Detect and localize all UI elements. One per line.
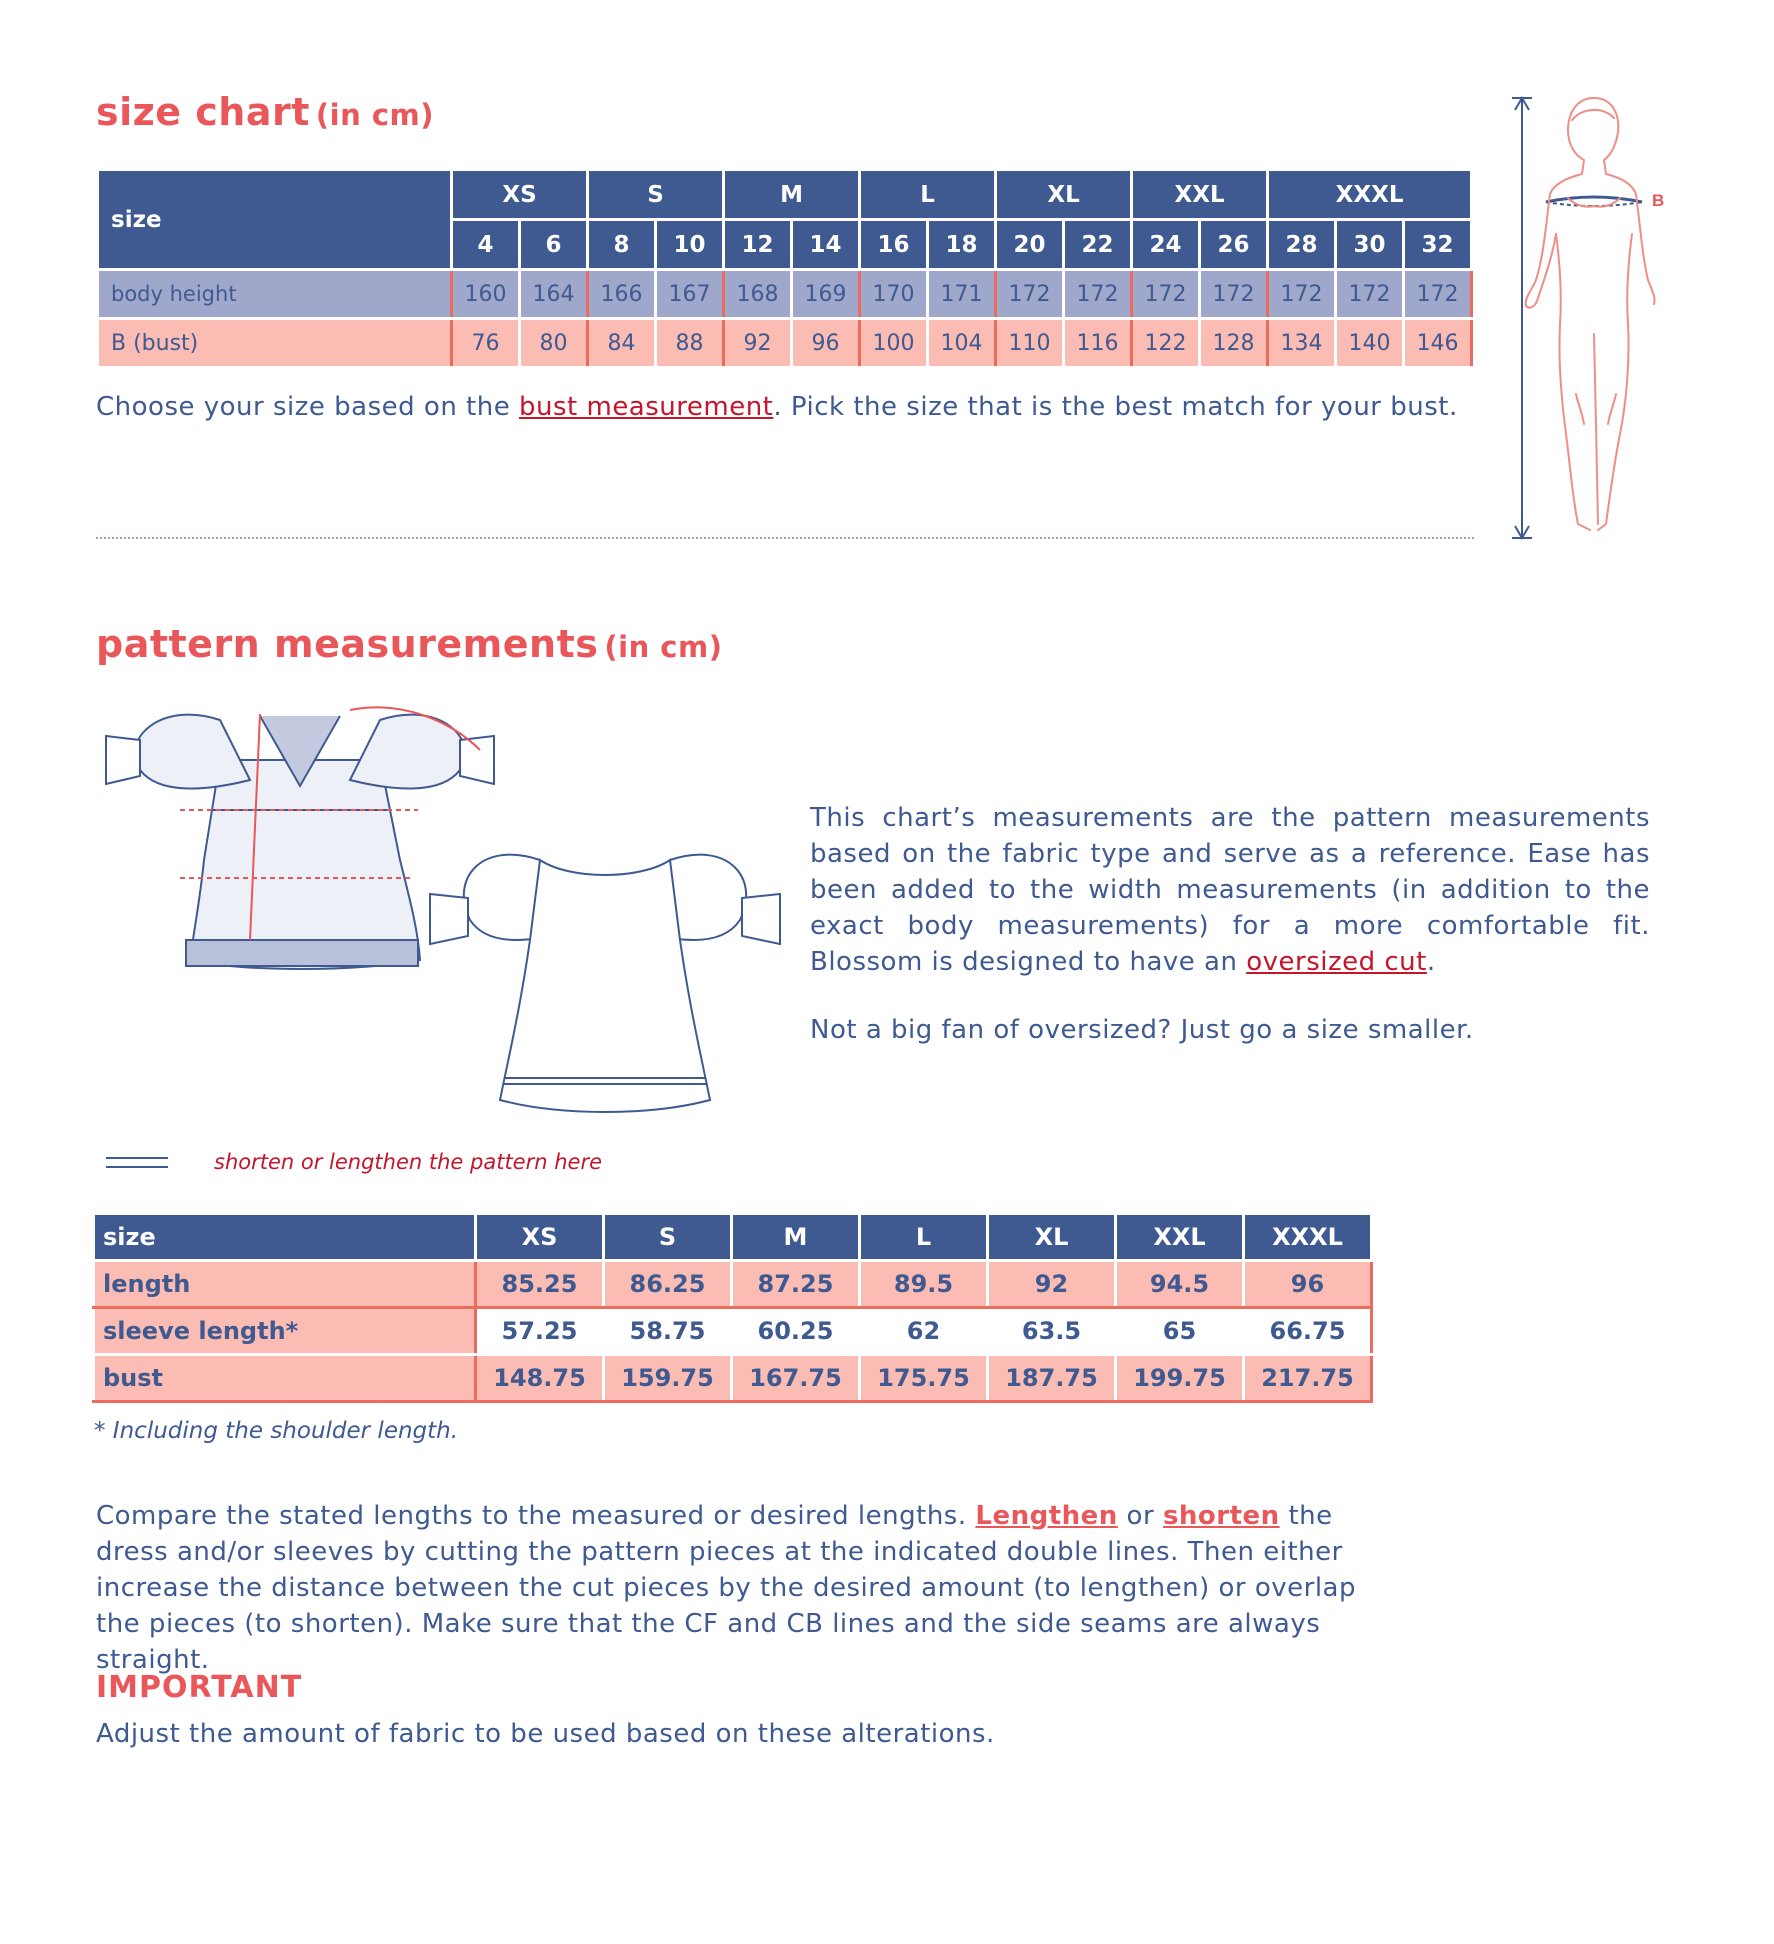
pattern-description (810, 800, 1650, 980)
bust-cell: 96 (792, 319, 860, 368)
row-label-length: length (94, 1261, 476, 1308)
important-heading: IMPORTANT (96, 1670, 303, 1705)
sleeve-length-cell: 66.75 (1244, 1308, 1372, 1355)
size-chart-note (96, 389, 1516, 425)
pattern-table-header (94, 1214, 1372, 1261)
pattern-bust-cell: 159.75 (604, 1355, 732, 1402)
pattern-size-header: S (604, 1214, 732, 1261)
bust-cell: 116 (1064, 319, 1132, 368)
bust-measurement-link[interactable]: bust measurement (519, 392, 774, 422)
pattern-oversized-tip: Not a big fan of oversized? Just go a size smaller. (810, 1015, 1474, 1045)
footnote: * Including the shoulder length. (94, 1418, 459, 1444)
bust-cell: 134 (1268, 319, 1336, 368)
size-chart-table (96, 168, 1473, 369)
length-row (94, 1261, 1372, 1308)
oversized-cut-link[interactable]: oversized cut (1246, 947, 1427, 977)
body-height-cell: 160 (452, 270, 520, 319)
pattern-bust-row (94, 1355, 1372, 1402)
pattern-measurements-title (96, 622, 722, 666)
body-height-cell: 172 (1336, 270, 1404, 319)
body-height-cell: 172 (1404, 270, 1472, 319)
sleeve-length-cell: 65 (1116, 1308, 1244, 1355)
size-group-xs: XS (452, 170, 588, 220)
bust-cell: 76 (452, 319, 520, 368)
bust-cell: 84 (588, 319, 656, 368)
legend-text: shorten or lengthen the pattern here (214, 1150, 602, 1174)
length-cell: 86.25 (604, 1261, 732, 1308)
size-number: 30 (1336, 220, 1404, 270)
size-number: 16 (860, 220, 928, 270)
body-height-cell: 172 (1132, 270, 1200, 319)
size-chart-unit: (in cm) (315, 98, 434, 132)
pattern-size-header: XS (476, 1214, 604, 1261)
size-number: 22 (1064, 220, 1132, 270)
body-height-cell: 172 (1064, 270, 1132, 319)
shorten-link[interactable]: shorten (1162, 1501, 1280, 1531)
size-number: 6 (520, 220, 588, 270)
note-text: Choose your size based on the (96, 392, 519, 422)
sleeve-length-cell: 62 (860, 1308, 988, 1355)
body-height-row (98, 270, 1472, 319)
body-height-cell: 172 (996, 270, 1064, 319)
garment-back-illustration (420, 840, 790, 1130)
compare-text: Compare the stated lengths to the measured or desired lengths. (96, 1501, 976, 1531)
size-number: 4 (452, 220, 520, 270)
length-cell: 87.25 (732, 1261, 860, 1308)
size-number: 12 (724, 220, 792, 270)
size-group-s: S (588, 170, 724, 220)
size-number: 14 (792, 220, 860, 270)
pattern-header-label: size (94, 1214, 476, 1261)
length-cell: 92 (988, 1261, 1116, 1308)
pattern-description-text: This chart’s measurements are the pattern measurements based on the fabric type and serve as a reference. Ease has been added to the width measurements (in addition to the exact body measurements) for a more comfortable fit. Blossom is designed to have an (810, 803, 1650, 977)
important-text: Adjust the amount of fabric to be used based on these alterations. (96, 1719, 995, 1749)
body-height-cell: 168 (724, 270, 792, 319)
compare-text: or (1117, 1501, 1163, 1531)
bust-cell: 128 (1200, 319, 1268, 368)
sleeve-length-row (94, 1308, 1372, 1355)
length-cell: 89.5 (860, 1261, 988, 1308)
body-height-cell: 164 (520, 270, 588, 319)
size-number: 28 (1268, 220, 1336, 270)
bust-cell: 104 (928, 319, 996, 368)
pattern-size-header: XXL (1116, 1214, 1244, 1261)
row-label-pattern-bust: bust (94, 1355, 476, 1402)
size-group-xxl: XXL (1132, 170, 1268, 220)
pattern-size-header: M (732, 1214, 860, 1261)
section-divider (96, 537, 1474, 539)
row-label-bust: B (bust) (98, 319, 452, 368)
pattern-title-text: pattern measurements (96, 622, 599, 666)
bust-cell: 92 (724, 319, 792, 368)
row-label-sleeve-length: sleeve length* (94, 1308, 476, 1355)
size-number: 32 (1404, 220, 1472, 270)
bust-cell: 140 (1336, 319, 1404, 368)
size-group-m: M (724, 170, 860, 220)
size-number: 26 (1200, 220, 1268, 270)
size-group-xxxl: XXXL (1268, 170, 1472, 220)
bust-cell: 80 (520, 319, 588, 368)
bust-cell: 146 (1404, 319, 1472, 368)
size-number: 8 (588, 220, 656, 270)
lengthen-link[interactable]: Lengthen (975, 1501, 1118, 1531)
size-number: 20 (996, 220, 1064, 270)
size-group-l: L (860, 170, 996, 220)
size-number: 24 (1132, 220, 1200, 270)
pattern-bust-cell: 148.75 (476, 1355, 604, 1402)
pattern-size-header: L (860, 1214, 988, 1261)
row-label-body-height: body height (98, 270, 452, 319)
bust-cell: 122 (1132, 319, 1200, 368)
body-height-cell: 166 (588, 270, 656, 319)
pattern-bust-cell: 167.75 (732, 1355, 860, 1402)
bust-row (98, 319, 1472, 368)
sleeve-length-cell: 60.25 (732, 1308, 860, 1355)
pattern-measurements-table (92, 1212, 1373, 1403)
bust-cell: 100 (860, 319, 928, 368)
bust-cell: 88 (656, 319, 724, 368)
size-number: 10 (656, 220, 724, 270)
pattern-bust-cell: 175.75 (860, 1355, 988, 1402)
compare-instructions (96, 1498, 1386, 1678)
length-cell: 94.5 (1116, 1261, 1244, 1308)
size-chart-title-text: size chart (96, 90, 310, 134)
bust-cell: 110 (996, 319, 1064, 368)
bust-marker-label: B (1652, 191, 1665, 210)
body-height-cell: 170 (860, 270, 928, 319)
body-height-cell: 167 (656, 270, 724, 319)
size-chart-title (96, 90, 434, 134)
body-height-cell: 171 (928, 270, 996, 319)
pattern-size-header: XL (988, 1214, 1116, 1261)
pattern-bust-cell: 217.75 (1244, 1355, 1372, 1402)
length-cell: 96 (1244, 1261, 1372, 1308)
body-height-cell: 169 (792, 270, 860, 319)
size-header-label: size (98, 170, 452, 270)
sleeve-length-cell: 58.75 (604, 1308, 732, 1355)
size-number: 18 (928, 220, 996, 270)
note-text: . Pick the size that is the best match for your bust. (773, 392, 1458, 422)
double-line-icon (106, 1156, 168, 1170)
pattern-unit: (in cm) (604, 630, 723, 664)
sleeve-length-cell: 57.25 (476, 1308, 604, 1355)
size-group-xl: XL (996, 170, 1132, 220)
body-height-cell: 172 (1200, 270, 1268, 319)
sleeve-length-cell: 63.5 (988, 1308, 1116, 1355)
pattern-bust-cell: 199.75 (1116, 1355, 1244, 1402)
pattern-description-text: . (1426, 947, 1436, 977)
body-figure-illustration (1506, 94, 1676, 544)
body-height-cell: 172 (1268, 270, 1336, 319)
length-cell: 85.25 (476, 1261, 604, 1308)
pattern-size-header: XXXL (1244, 1214, 1372, 1261)
pattern-bust-cell: 187.75 (988, 1355, 1116, 1402)
compare-text: the dress and/or sleeves by cutting the pattern pieces at the indicated double lines. Then either increase the distance between the cut pieces by the desired amount (to lengthen) or overlap the pieces (to shorten). Make sure that the CF and CB lines and the side seams are always straight. (96, 1501, 1356, 1675)
